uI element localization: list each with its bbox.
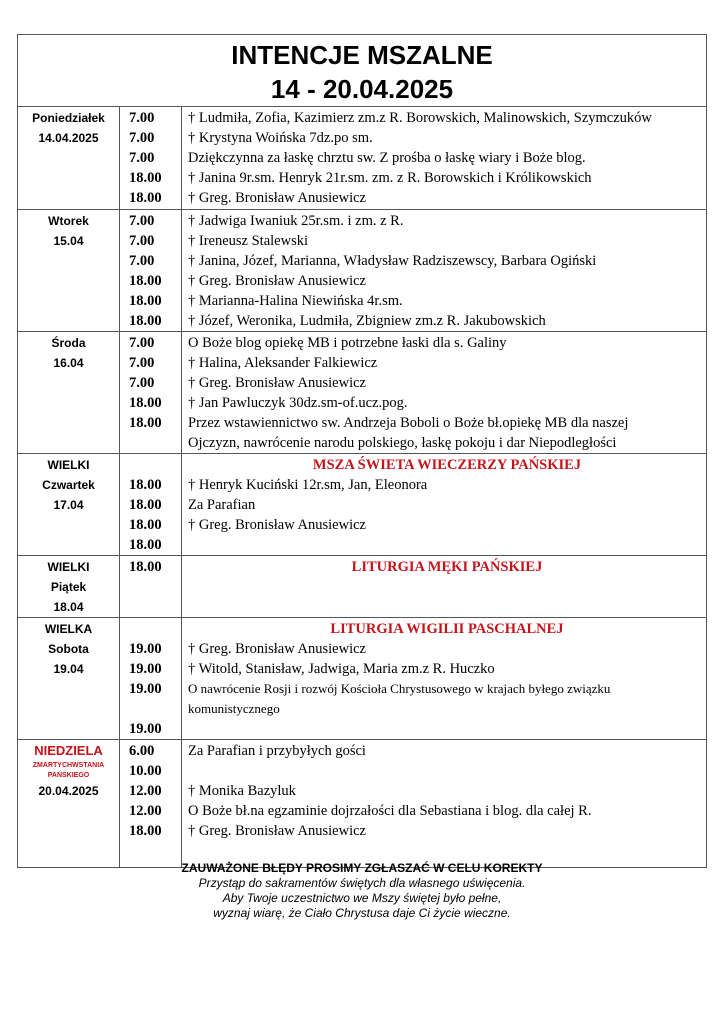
day-name: Piątek [50,580,87,594]
mass-time: 18.00 [129,170,162,186]
mass-time: 19.00 [129,661,162,677]
day-date: 19.04 [53,662,84,676]
intention: † Greg. Bronisław Anusiewicz [188,190,366,206]
intention: Za Parafian [188,497,256,513]
intentions-cell [182,210,707,332]
day-row-sunday [18,740,707,868]
day-row-tuesday [18,210,707,332]
mass-time: 12.00 [129,783,162,799]
mass-schedule-table [17,106,707,868]
intentions-cell [182,107,707,210]
intention: † Greg. Bronisław Anusiewicz [188,641,366,657]
times-cell [120,740,182,868]
mass-time: 19.00 [129,641,162,657]
mass-time: 18.00 [129,477,162,493]
mass-time: 18.00 [129,559,162,575]
mass-time: 7.00 [129,130,155,146]
intentions-cell [182,556,707,618]
mass-time: 7.00 [129,335,155,351]
day-cell [18,332,120,454]
day-cell [18,740,120,868]
feast-name: PAŃSKIEGO [47,772,90,779]
mass-time: 7.00 [129,233,155,249]
mass-time: 18.00 [129,823,162,839]
liturgy-heading: LITURGIA MĘKI PAŃSKIEJ [351,559,543,575]
day-name: NIEDZIELA [34,743,103,758]
intention: Za Parafian i przybyłych gości [188,743,366,759]
mass-time: 10.00 [129,763,162,779]
intention: † Greg. Bronisław Anusiewicz [188,517,366,533]
day-date: 18.04 [53,600,84,614]
mass-time: 18.00 [129,395,162,411]
intention: † Ludmiła, Zofia, Kazimierz zm.z R. Borowskich, Malinowskich, Szymczuków [188,110,652,126]
mass-time: 7.00 [129,110,155,126]
schedule-sheet [17,34,707,868]
day-row-thursday [18,454,707,556]
day-cell [18,210,120,332]
times-cell [120,618,182,740]
intention: † Greg. Bronisław Anusiewicz [188,273,366,289]
title-box [17,34,707,106]
mass-time: 18.00 [129,497,162,513]
day-date: 20.04.2025 [38,784,99,798]
day-row-friday [18,556,707,618]
day-date: 17.04 [53,498,84,512]
intention: † Krystyna Woińska 7dz.po sm. [188,130,373,146]
day-name: WIELKA [44,622,93,636]
intention: † Jan Pawluczyk 30dz.sm-of.ucz.pog. [188,395,408,411]
times-cell [120,556,182,618]
footer-line: wyznaj wiarę, że Ciało Chrystusa daje Ci życie wieczne. [213,906,511,920]
mass-time: 7.00 [129,253,155,269]
day-row-monday [18,107,707,210]
intention: † Ireneusz Stalewski [188,233,308,249]
day-name: WIELKI [47,560,90,574]
intention: O nawrócenie Rosji i rozwój Kościoła Chrystusowego w krajach byłego związku [188,681,611,696]
intention: † Jadwiga Iwaniuk 25r.sm. i zm. z R. [188,213,404,229]
day-cell [18,454,120,556]
day-date: 16.04 [53,356,84,370]
day-date: 14.04.2025 [38,131,99,145]
times-cell [120,107,182,210]
intention: † Marianna-Halina Niewińska 4r.sm. [188,293,403,309]
intentions-cell [182,618,707,740]
intention: † Janina 9r.sm. Henryk 21r.sm. zm. z R. Borowskich i Królikowskich [188,170,592,186]
day-date: 15.04 [53,234,84,248]
day-name: Środa [51,336,86,350]
mass-time: 12.00 [129,803,162,819]
intention: † Greg. Bronisław Anusiewicz [188,823,366,839]
day-cell [18,618,120,740]
feast-name: ZMARTYCHWSTANIA [32,762,105,769]
day-row-saturday [18,618,707,740]
mass-time: 18.00 [129,415,162,431]
mass-time: 18.00 [129,190,162,206]
intentions-cell [182,332,707,454]
times-cell [120,332,182,454]
intention: † Henryk Kuciński 12r.sm, Jan, Eleonora [188,477,428,493]
intention: † Greg. Bronisław Anusiewicz [188,375,366,391]
day-name: Wtorek [48,214,89,228]
mass-time: 18.00 [129,293,162,309]
intention: O Boże blog opiekę MB i potrzebne łaski dla s. Galiny [188,335,507,351]
day-name: Poniedziałek [32,111,105,125]
intention: † Witold, Stanisław, Jadwiga, Maria zm.z R. Huczko [188,661,495,677]
intention: O Boże bł.na egzaminie dojrzałości dla Sebastiana i blog. dla całej R. [188,803,592,819]
intention: † Janina, Józef, Marianna, Władysław Radziszewscy, Barbara Ogiński [188,253,597,269]
mass-time: 7.00 [129,150,155,166]
intention: komunistycznego [188,701,280,716]
liturgy-heading: LITURGIA WIGILII PASCHALNEJ [330,621,564,637]
correction-notice: ZAUWAŻONE BŁĘDY PROSIMY ZGŁASZAĆ W CELU KOREKTY [181,861,543,875]
mass-time: 19.00 [129,721,162,737]
day-row-wednesday [18,332,707,454]
day-name: Czwartek [42,478,95,492]
intention: Przez wstawiennictwo sw. Andrzeja Boboli o Boże bł.opiekę MB dla naszej [188,415,629,431]
footer-notes [0,860,724,921]
intention: † Monika Bazyluk [188,783,296,799]
mass-time: 19.00 [129,681,162,697]
footer-line: Aby Twoje uczestnictwo we Mszy świętej było pełne, [222,891,502,905]
mass-time: 18.00 [129,537,162,553]
times-cell [120,454,182,556]
intentions-cell [182,454,707,556]
day-name: WIELKI [47,458,90,472]
date-range: 14 - 20.04.2025 [270,74,454,104]
footer-line: Przystąp do sakramentów świętych dla własnego uświęcenia. [198,876,526,890]
liturgy-heading: MSZA ŚWIETA WIECZERZY PAŃSKIEJ [312,457,582,473]
intention: Dziękczynna za łaskę chrztu sw. Z prośba o łaskę wiary i Boże blog. [188,150,586,166]
day-name: Sobota [48,642,89,656]
mass-time: 18.00 [129,313,162,329]
mass-time: 7.00 [129,355,155,371]
mass-time: 18.00 [129,273,162,289]
day-cell [18,556,120,618]
intention: † Halina, Aleksander Falkiewicz [188,355,378,371]
mass-time: 6.00 [129,743,155,759]
mass-time: 7.00 [129,213,155,229]
mass-time: 7.00 [129,375,155,391]
mass-time: 18.00 [129,517,162,533]
intentions-cell [182,740,707,868]
intention: Ojczyzn, nawrócenie narodu polskiego, łaskę pokoju i dar Niepodległości [188,435,617,451]
day-cell [18,107,120,210]
times-cell [120,210,182,332]
page-title: INTENCJE MSZALNE [231,40,493,70]
intention: † Józef, Weronika, Ludmiła, Zbigniew zm.z R. Jakubowskich [188,313,546,329]
